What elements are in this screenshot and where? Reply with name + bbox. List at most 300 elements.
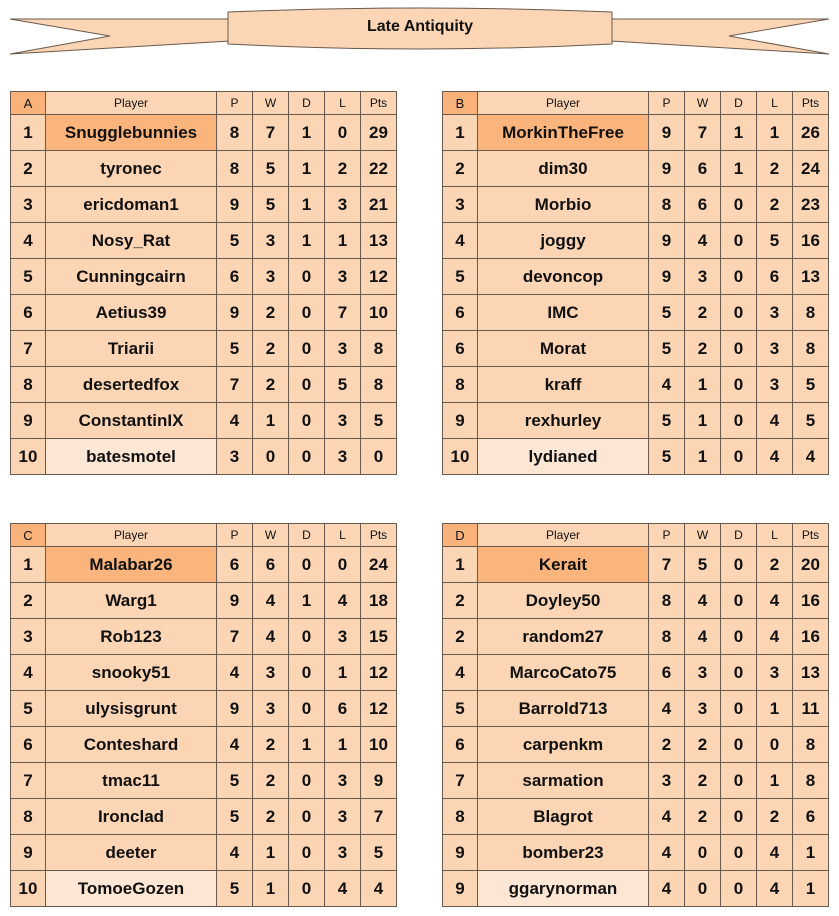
points-cell: 8 bbox=[361, 367, 397, 403]
points-cell: 8 bbox=[793, 331, 829, 367]
points-cell: 12 bbox=[361, 655, 397, 691]
lost-cell: 3 bbox=[757, 331, 793, 367]
won-cell: 4 bbox=[253, 619, 289, 655]
drawn-cell: 0 bbox=[721, 763, 757, 799]
table-row bbox=[11, 691, 397, 727]
points-cell: 1 bbox=[793, 835, 829, 871]
table-row bbox=[11, 187, 397, 223]
won-cell: 3 bbox=[253, 655, 289, 691]
points-cell: 24 bbox=[793, 151, 829, 187]
player-name: Aetius39 bbox=[46, 295, 217, 331]
lost-cell: 4 bbox=[757, 619, 793, 655]
points-cell: 10 bbox=[361, 727, 397, 763]
points-cell: 23 bbox=[793, 187, 829, 223]
points-cell: 4 bbox=[793, 439, 829, 475]
player-name: desertedfox bbox=[46, 367, 217, 403]
lost-cell: 4 bbox=[757, 835, 793, 871]
group-label: D bbox=[443, 524, 478, 547]
drawn-cell: 0 bbox=[721, 655, 757, 691]
lost-cell: 2 bbox=[325, 151, 361, 187]
points-cell: 7 bbox=[361, 799, 397, 835]
player-name: Nosy_Rat bbox=[46, 223, 217, 259]
played-cell: 7 bbox=[217, 619, 253, 655]
played-cell: 2 bbox=[649, 727, 685, 763]
drawn-cell: 0 bbox=[721, 331, 757, 367]
played-cell: 4 bbox=[649, 871, 685, 907]
lost-cell: 3 bbox=[757, 295, 793, 331]
player-name: ericdoman1 bbox=[46, 187, 217, 223]
drawn-cell: 0 bbox=[289, 403, 325, 439]
table-row bbox=[11, 331, 397, 367]
header-won: W bbox=[685, 92, 721, 115]
table-row bbox=[11, 151, 397, 187]
player-name: tmac11 bbox=[46, 763, 217, 799]
lost-cell: 4 bbox=[757, 871, 793, 907]
player-name: devoncop bbox=[478, 259, 649, 295]
player-name: joggy bbox=[478, 223, 649, 259]
won-cell: 0 bbox=[685, 871, 721, 907]
table-header-row bbox=[443, 524, 829, 547]
won-cell: 2 bbox=[253, 331, 289, 367]
header-player: Player bbox=[46, 92, 217, 115]
won-cell: 4 bbox=[685, 583, 721, 619]
header-played: P bbox=[217, 524, 253, 547]
lost-cell: 1 bbox=[757, 115, 793, 151]
table-row bbox=[11, 295, 397, 331]
won-cell: 0 bbox=[685, 835, 721, 871]
played-cell: 9 bbox=[649, 151, 685, 187]
lost-cell: 6 bbox=[757, 259, 793, 295]
played-cell: 4 bbox=[649, 367, 685, 403]
points-cell: 8 bbox=[361, 331, 397, 367]
played-cell: 8 bbox=[217, 151, 253, 187]
header-drawn: D bbox=[289, 92, 325, 115]
lost-cell: 3 bbox=[325, 403, 361, 439]
header-points: Pts bbox=[793, 524, 829, 547]
player-name: deeter bbox=[46, 835, 217, 871]
won-cell: 3 bbox=[685, 259, 721, 295]
drawn-cell: 1 bbox=[289, 727, 325, 763]
table-row bbox=[443, 655, 829, 691]
drawn-cell: 1 bbox=[289, 187, 325, 223]
table-header-row bbox=[11, 92, 397, 115]
drawn-cell: 0 bbox=[289, 619, 325, 655]
won-cell: 7 bbox=[685, 115, 721, 151]
rank-cell: 9 bbox=[11, 835, 46, 871]
points-cell: 29 bbox=[361, 115, 397, 151]
drawn-cell: 0 bbox=[289, 691, 325, 727]
player-name: TomoeGozen bbox=[46, 871, 217, 907]
played-cell: 3 bbox=[217, 439, 253, 475]
won-cell: 6 bbox=[685, 187, 721, 223]
group-table-c bbox=[10, 523, 397, 907]
group-table-a bbox=[10, 91, 397, 475]
lost-cell: 2 bbox=[757, 547, 793, 583]
player-name: MorkinTheFree bbox=[478, 115, 649, 151]
points-cell: 9 bbox=[361, 763, 397, 799]
points-cell: 5 bbox=[793, 403, 829, 439]
points-cell: 20 bbox=[793, 547, 829, 583]
drawn-cell: 0 bbox=[721, 799, 757, 835]
points-cell: 11 bbox=[793, 691, 829, 727]
lost-cell: 0 bbox=[757, 727, 793, 763]
player-name: Triarii bbox=[46, 331, 217, 367]
played-cell: 8 bbox=[649, 187, 685, 223]
drawn-cell: 0 bbox=[289, 547, 325, 583]
table-row bbox=[11, 259, 397, 295]
won-cell: 3 bbox=[253, 691, 289, 727]
lost-cell: 0 bbox=[325, 547, 361, 583]
rank-cell: 2 bbox=[443, 583, 478, 619]
group-label: C bbox=[11, 524, 46, 547]
drawn-cell: 1 bbox=[289, 151, 325, 187]
lost-cell: 5 bbox=[325, 367, 361, 403]
player-name: Morbio bbox=[478, 187, 649, 223]
header-drawn: D bbox=[721, 524, 757, 547]
table-header-row bbox=[443, 92, 829, 115]
points-cell: 13 bbox=[793, 655, 829, 691]
player-name: Warg1 bbox=[46, 583, 217, 619]
points-cell: 12 bbox=[361, 691, 397, 727]
won-cell: 2 bbox=[685, 799, 721, 835]
lost-cell: 3 bbox=[325, 187, 361, 223]
table-row bbox=[11, 727, 397, 763]
header-drawn: D bbox=[289, 524, 325, 547]
won-cell: 2 bbox=[253, 799, 289, 835]
played-cell: 5 bbox=[217, 871, 253, 907]
played-cell: 6 bbox=[649, 655, 685, 691]
player-name: Barrold713 bbox=[478, 691, 649, 727]
points-cell: 18 bbox=[361, 583, 397, 619]
won-cell: 7 bbox=[253, 115, 289, 151]
rank-cell: 9 bbox=[443, 871, 478, 907]
won-cell: 2 bbox=[253, 295, 289, 331]
player-name: random27 bbox=[478, 619, 649, 655]
lost-cell: 6 bbox=[325, 691, 361, 727]
table-row bbox=[443, 871, 829, 907]
rank-cell: 2 bbox=[11, 583, 46, 619]
header-lost: L bbox=[325, 524, 361, 547]
header-drawn: D bbox=[721, 92, 757, 115]
rank-cell: 3 bbox=[11, 619, 46, 655]
drawn-cell: 1 bbox=[721, 115, 757, 151]
played-cell: 5 bbox=[217, 763, 253, 799]
player-name: kraff bbox=[478, 367, 649, 403]
group-label: B bbox=[443, 92, 478, 115]
player-name: Blagrot bbox=[478, 799, 649, 835]
rank-cell: 4 bbox=[11, 223, 46, 259]
points-cell: 22 bbox=[361, 151, 397, 187]
points-cell: 16 bbox=[793, 223, 829, 259]
drawn-cell: 0 bbox=[721, 691, 757, 727]
won-cell: 2 bbox=[685, 763, 721, 799]
player-name: tyronec bbox=[46, 151, 217, 187]
played-cell: 6 bbox=[217, 259, 253, 295]
drawn-cell: 0 bbox=[721, 439, 757, 475]
page-title: Late Antiquity bbox=[366, 18, 474, 35]
rank-cell: 8 bbox=[11, 799, 46, 835]
won-cell: 1 bbox=[253, 835, 289, 871]
rank-cell: 3 bbox=[11, 187, 46, 223]
header-lost: L bbox=[757, 524, 793, 547]
player-name: Conteshard bbox=[46, 727, 217, 763]
table-row bbox=[443, 835, 829, 871]
drawn-cell: 0 bbox=[721, 871, 757, 907]
drawn-cell: 0 bbox=[721, 295, 757, 331]
rank-cell: 6 bbox=[443, 331, 478, 367]
player-name: Snugglebunnies bbox=[46, 115, 217, 151]
table-row bbox=[11, 583, 397, 619]
rank-cell: 8 bbox=[443, 799, 478, 835]
table-row bbox=[443, 403, 829, 439]
played-cell: 4 bbox=[649, 835, 685, 871]
group-table-b bbox=[442, 91, 829, 475]
player-name: Ironclad bbox=[46, 799, 217, 835]
player-name: Doyley50 bbox=[478, 583, 649, 619]
played-cell: 9 bbox=[649, 223, 685, 259]
player-name: lydianed bbox=[478, 439, 649, 475]
lost-cell: 4 bbox=[757, 403, 793, 439]
points-cell: 0 bbox=[361, 439, 397, 475]
won-cell: 1 bbox=[685, 439, 721, 475]
lost-cell: 3 bbox=[757, 655, 793, 691]
points-cell: 21 bbox=[361, 187, 397, 223]
table-row bbox=[443, 763, 829, 799]
points-cell: 15 bbox=[361, 619, 397, 655]
rank-cell: 7 bbox=[11, 763, 46, 799]
won-cell: 1 bbox=[253, 871, 289, 907]
table-row bbox=[443, 727, 829, 763]
rank-cell: 2 bbox=[443, 619, 478, 655]
rank-cell: 5 bbox=[443, 691, 478, 727]
header-lost: L bbox=[757, 92, 793, 115]
points-cell: 13 bbox=[793, 259, 829, 295]
rank-cell: 6 bbox=[11, 727, 46, 763]
table-row bbox=[443, 439, 829, 475]
points-cell: 24 bbox=[361, 547, 397, 583]
lost-cell: 3 bbox=[325, 835, 361, 871]
drawn-cell: 0 bbox=[289, 655, 325, 691]
rank-cell: 10 bbox=[443, 439, 478, 475]
lost-cell: 4 bbox=[757, 583, 793, 619]
points-cell: 8 bbox=[793, 727, 829, 763]
played-cell: 6 bbox=[217, 547, 253, 583]
table-row bbox=[11, 763, 397, 799]
lost-cell: 0 bbox=[325, 115, 361, 151]
played-cell: 9 bbox=[217, 583, 253, 619]
banner-ribbon-left bbox=[10, 19, 230, 54]
played-cell: 5 bbox=[649, 331, 685, 367]
header-player: Player bbox=[478, 524, 649, 547]
played-cell: 3 bbox=[649, 763, 685, 799]
won-cell: 3 bbox=[685, 691, 721, 727]
table-row bbox=[443, 151, 829, 187]
drawn-cell: 0 bbox=[721, 367, 757, 403]
won-cell: 5 bbox=[253, 187, 289, 223]
won-cell: 2 bbox=[685, 295, 721, 331]
lost-cell: 1 bbox=[325, 655, 361, 691]
banner-ribbon-right bbox=[610, 19, 829, 54]
player-name: MarcoCato75 bbox=[478, 655, 649, 691]
drawn-cell: 0 bbox=[721, 583, 757, 619]
played-cell: 4 bbox=[649, 691, 685, 727]
rank-cell: 4 bbox=[11, 655, 46, 691]
player-name: Malabar26 bbox=[46, 547, 217, 583]
table-row bbox=[443, 691, 829, 727]
points-cell: 8 bbox=[793, 295, 829, 331]
lost-cell: 4 bbox=[757, 439, 793, 475]
played-cell: 9 bbox=[649, 115, 685, 151]
drawn-cell: 0 bbox=[721, 223, 757, 259]
player-name: dim30 bbox=[478, 151, 649, 187]
points-cell: 16 bbox=[793, 619, 829, 655]
won-cell: 4 bbox=[685, 619, 721, 655]
drawn-cell: 0 bbox=[289, 295, 325, 331]
lost-cell: 2 bbox=[757, 187, 793, 223]
rank-cell: 8 bbox=[443, 367, 478, 403]
lost-cell: 1 bbox=[757, 763, 793, 799]
drawn-cell: 0 bbox=[721, 259, 757, 295]
player-name: IMC bbox=[478, 295, 649, 331]
played-cell: 4 bbox=[217, 835, 253, 871]
header-won: W bbox=[253, 524, 289, 547]
rank-cell: 1 bbox=[11, 115, 46, 151]
table-row bbox=[443, 259, 829, 295]
points-cell: 5 bbox=[361, 403, 397, 439]
played-cell: 5 bbox=[217, 331, 253, 367]
player-name: ggarynorman bbox=[478, 871, 649, 907]
won-cell: 2 bbox=[253, 367, 289, 403]
drawn-cell: 0 bbox=[721, 547, 757, 583]
drawn-cell: 0 bbox=[289, 871, 325, 907]
lost-cell: 1 bbox=[325, 727, 361, 763]
played-cell: 4 bbox=[217, 727, 253, 763]
header-played: P bbox=[649, 92, 685, 115]
played-cell: 4 bbox=[217, 655, 253, 691]
drawn-cell: 0 bbox=[721, 187, 757, 223]
played-cell: 9 bbox=[217, 295, 253, 331]
rank-cell: 7 bbox=[11, 331, 46, 367]
won-cell: 1 bbox=[253, 403, 289, 439]
lost-cell: 1 bbox=[757, 691, 793, 727]
played-cell: 8 bbox=[649, 619, 685, 655]
header-played: P bbox=[649, 524, 685, 547]
played-cell: 5 bbox=[649, 295, 685, 331]
table-row bbox=[443, 799, 829, 835]
player-name: snooky51 bbox=[46, 655, 217, 691]
points-cell: 1 bbox=[793, 871, 829, 907]
lost-cell: 4 bbox=[325, 583, 361, 619]
played-cell: 5 bbox=[649, 403, 685, 439]
won-cell: 4 bbox=[253, 583, 289, 619]
lost-cell: 1 bbox=[325, 223, 361, 259]
table-row bbox=[11, 871, 397, 907]
rank-cell: 4 bbox=[443, 655, 478, 691]
rank-cell: 9 bbox=[443, 835, 478, 871]
header-played: P bbox=[217, 92, 253, 115]
lost-cell: 3 bbox=[325, 331, 361, 367]
player-name: batesmotel bbox=[46, 439, 217, 475]
points-cell: 5 bbox=[361, 835, 397, 871]
drawn-cell: 0 bbox=[289, 331, 325, 367]
lost-cell: 3 bbox=[325, 799, 361, 835]
won-cell: 2 bbox=[685, 727, 721, 763]
drawn-cell: 0 bbox=[721, 727, 757, 763]
won-cell: 1 bbox=[685, 403, 721, 439]
played-cell: 4 bbox=[217, 403, 253, 439]
won-cell: 3 bbox=[253, 223, 289, 259]
player-name: Kerait bbox=[478, 547, 649, 583]
lost-cell: 3 bbox=[325, 259, 361, 295]
points-cell: 5 bbox=[793, 367, 829, 403]
table-row bbox=[11, 547, 397, 583]
played-cell: 8 bbox=[649, 583, 685, 619]
rank-cell: 5 bbox=[11, 259, 46, 295]
won-cell: 3 bbox=[685, 655, 721, 691]
drawn-cell: 0 bbox=[721, 403, 757, 439]
points-cell: 12 bbox=[361, 259, 397, 295]
lost-cell: 2 bbox=[757, 799, 793, 835]
table-row bbox=[11, 115, 397, 151]
table-header-row bbox=[11, 524, 397, 547]
drawn-cell: 0 bbox=[289, 367, 325, 403]
player-name: Rob123 bbox=[46, 619, 217, 655]
header-points: Pts bbox=[361, 524, 397, 547]
drawn-cell: 0 bbox=[289, 835, 325, 871]
rank-cell: 5 bbox=[443, 259, 478, 295]
table-row bbox=[443, 583, 829, 619]
drawn-cell: 0 bbox=[289, 439, 325, 475]
won-cell: 2 bbox=[253, 763, 289, 799]
header-points: Pts bbox=[793, 92, 829, 115]
drawn-cell: 0 bbox=[721, 835, 757, 871]
rank-cell: 10 bbox=[11, 871, 46, 907]
lost-cell: 5 bbox=[757, 223, 793, 259]
table-row bbox=[443, 223, 829, 259]
rank-cell: 10 bbox=[11, 439, 46, 475]
rank-cell: 9 bbox=[443, 403, 478, 439]
table-row bbox=[443, 367, 829, 403]
points-cell: 8 bbox=[793, 763, 829, 799]
rank-cell: 6 bbox=[443, 727, 478, 763]
rank-cell: 2 bbox=[11, 151, 46, 187]
points-cell: 10 bbox=[361, 295, 397, 331]
table-row bbox=[11, 439, 397, 475]
group-table-d bbox=[442, 523, 829, 907]
player-name: sarmation bbox=[478, 763, 649, 799]
player-name: Cunningcairn bbox=[46, 259, 217, 295]
played-cell: 9 bbox=[217, 691, 253, 727]
rank-cell: 2 bbox=[443, 151, 478, 187]
table-row bbox=[11, 367, 397, 403]
player-name: Morat bbox=[478, 331, 649, 367]
won-cell: 6 bbox=[253, 547, 289, 583]
drawn-cell: 1 bbox=[289, 115, 325, 151]
header-won: W bbox=[253, 92, 289, 115]
header-won: W bbox=[685, 524, 721, 547]
drawn-cell: 0 bbox=[289, 799, 325, 835]
played-cell: 9 bbox=[217, 187, 253, 223]
rank-cell: 1 bbox=[443, 115, 478, 151]
lost-cell: 3 bbox=[325, 439, 361, 475]
table-row bbox=[11, 655, 397, 691]
drawn-cell: 0 bbox=[721, 619, 757, 655]
drawn-cell: 1 bbox=[289, 583, 325, 619]
table-row bbox=[443, 547, 829, 583]
player-name: carpenkm bbox=[478, 727, 649, 763]
rank-cell: 6 bbox=[443, 295, 478, 331]
points-cell: 13 bbox=[361, 223, 397, 259]
